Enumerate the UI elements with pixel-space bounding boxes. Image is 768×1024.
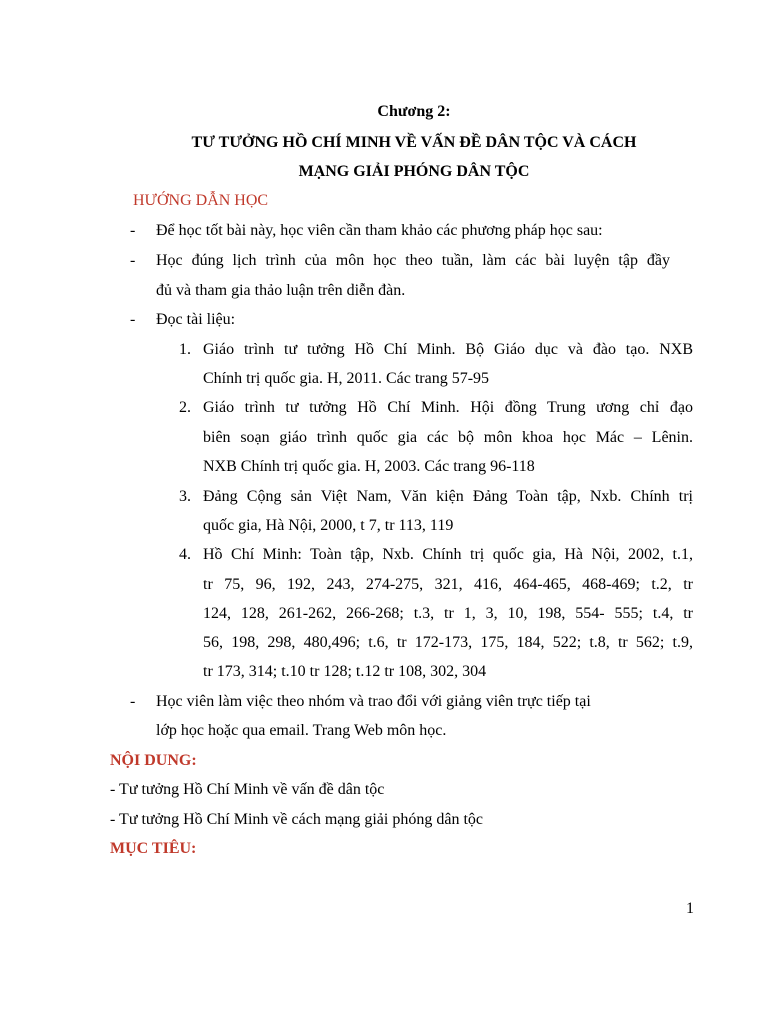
reference-text-line: Chính trị quốc gia. H, 2011. Các trang 57-95 [203, 370, 490, 387]
reference-number: 3. [179, 488, 191, 505]
guide-bullet-2-line-1: Học đúng lịch trình của môn học theo tuần, làm các bài luyện tập đầy [156, 252, 670, 269]
guide-bullet-1: Để học tốt bài này, học viên cần tham khảo các phương pháp học sau: [156, 222, 603, 239]
reference-text-line: Giáo trình tư tưởng Hồ Chí Minh. Bộ Giáo dục và đào tạo. NXB [203, 341, 693, 358]
bullet-dash: - [130, 311, 136, 328]
study-guide-heading: HƯỚNG DẪN HỌC [133, 192, 269, 209]
reference-number: 4. [179, 546, 191, 563]
reference-text-line: Đảng Cộng sản Việt Nam, Văn kiện Đảng Toàn tập, Nxb. Chính trị [203, 488, 693, 505]
bullet-dash: - [130, 222, 136, 239]
reference-text-line: 124, 128, 261-262, 266-268; t.3, tr 1, 3, 10, 198, 554- 555; t.4, tr [203, 605, 693, 622]
reference-text-line: Hồ Chí Minh: Toàn tập, Nxb. Chính trị quốc gia, Hà Nội, 2002, t.1, [203, 546, 693, 563]
reference-text-line: NXB Chính trị quốc gia. H, 2003. Các trang 96-118 [203, 458, 535, 475]
guide-bullet-4-line-1: Học viên làm việc theo nhóm và trao đổi với giảng viên trực tiếp tại [156, 693, 591, 710]
guide-bullet-4-line-2: lớp học hoặc qua email. Trang Web môn học. [156, 722, 447, 739]
chapter-title-line-1: TƯ TƯỞNG HỒ CHÍ MINH VỀ VẤN ĐỀ DÂN TỘC VÀ CÁCH [191, 134, 637, 151]
chapter-title-line-2: MẠNG GIẢI PHÓNG DÂN TỘC [298, 163, 530, 180]
reference-text-line: biên soạn giáo trình quốc gia các bộ môn khoa học Mác – Lênin. [203, 429, 693, 446]
reference-number: 2. [179, 399, 191, 416]
reference-text-line: 56, 198, 298, 480,496; t.6, tr 172-173, 175, 184, 522; t.8, tr 562; t.9, [203, 634, 693, 651]
page-number: 1 [686, 900, 694, 917]
bullet-dash: - [130, 252, 136, 269]
content-item-2: - Tư tưởng Hồ Chí Minh về cách mạng giải phóng dân tộc [110, 811, 483, 828]
reference-text-line: tr 173, 314; t.10 tr 128; t.12 tr 108, 302, 304 [203, 663, 487, 680]
reference-text-line: quốc gia, Hà Nội, 2000, t 7, tr 113, 119 [203, 517, 454, 534]
objectives-heading: MỤC TIÊU: [110, 840, 197, 857]
reference-text-line: tr 75, 96, 192, 243, 274-275, 321, 416, 464-465, 468-469; t.2, tr [203, 576, 693, 593]
chapter-label: Chương 2: [377, 103, 451, 120]
reference-number: 1. [179, 341, 191, 358]
guide-bullet-2-line-2: đủ và tham gia thảo luận trên diễn đàn. [156, 282, 406, 299]
content-item-1: - Tư tưởng Hồ Chí Minh về vấn đề dân tộc [110, 781, 385, 798]
content-heading: NỘI DUNG: [110, 752, 197, 769]
bullet-dash: - [130, 693, 136, 710]
reference-text-line: Giáo trình tư tưởng Hồ Chí Minh. Hội đồng Trung ương chỉ đạo [203, 399, 693, 416]
guide-bullet-3: Đọc tài liệu: [156, 311, 236, 328]
